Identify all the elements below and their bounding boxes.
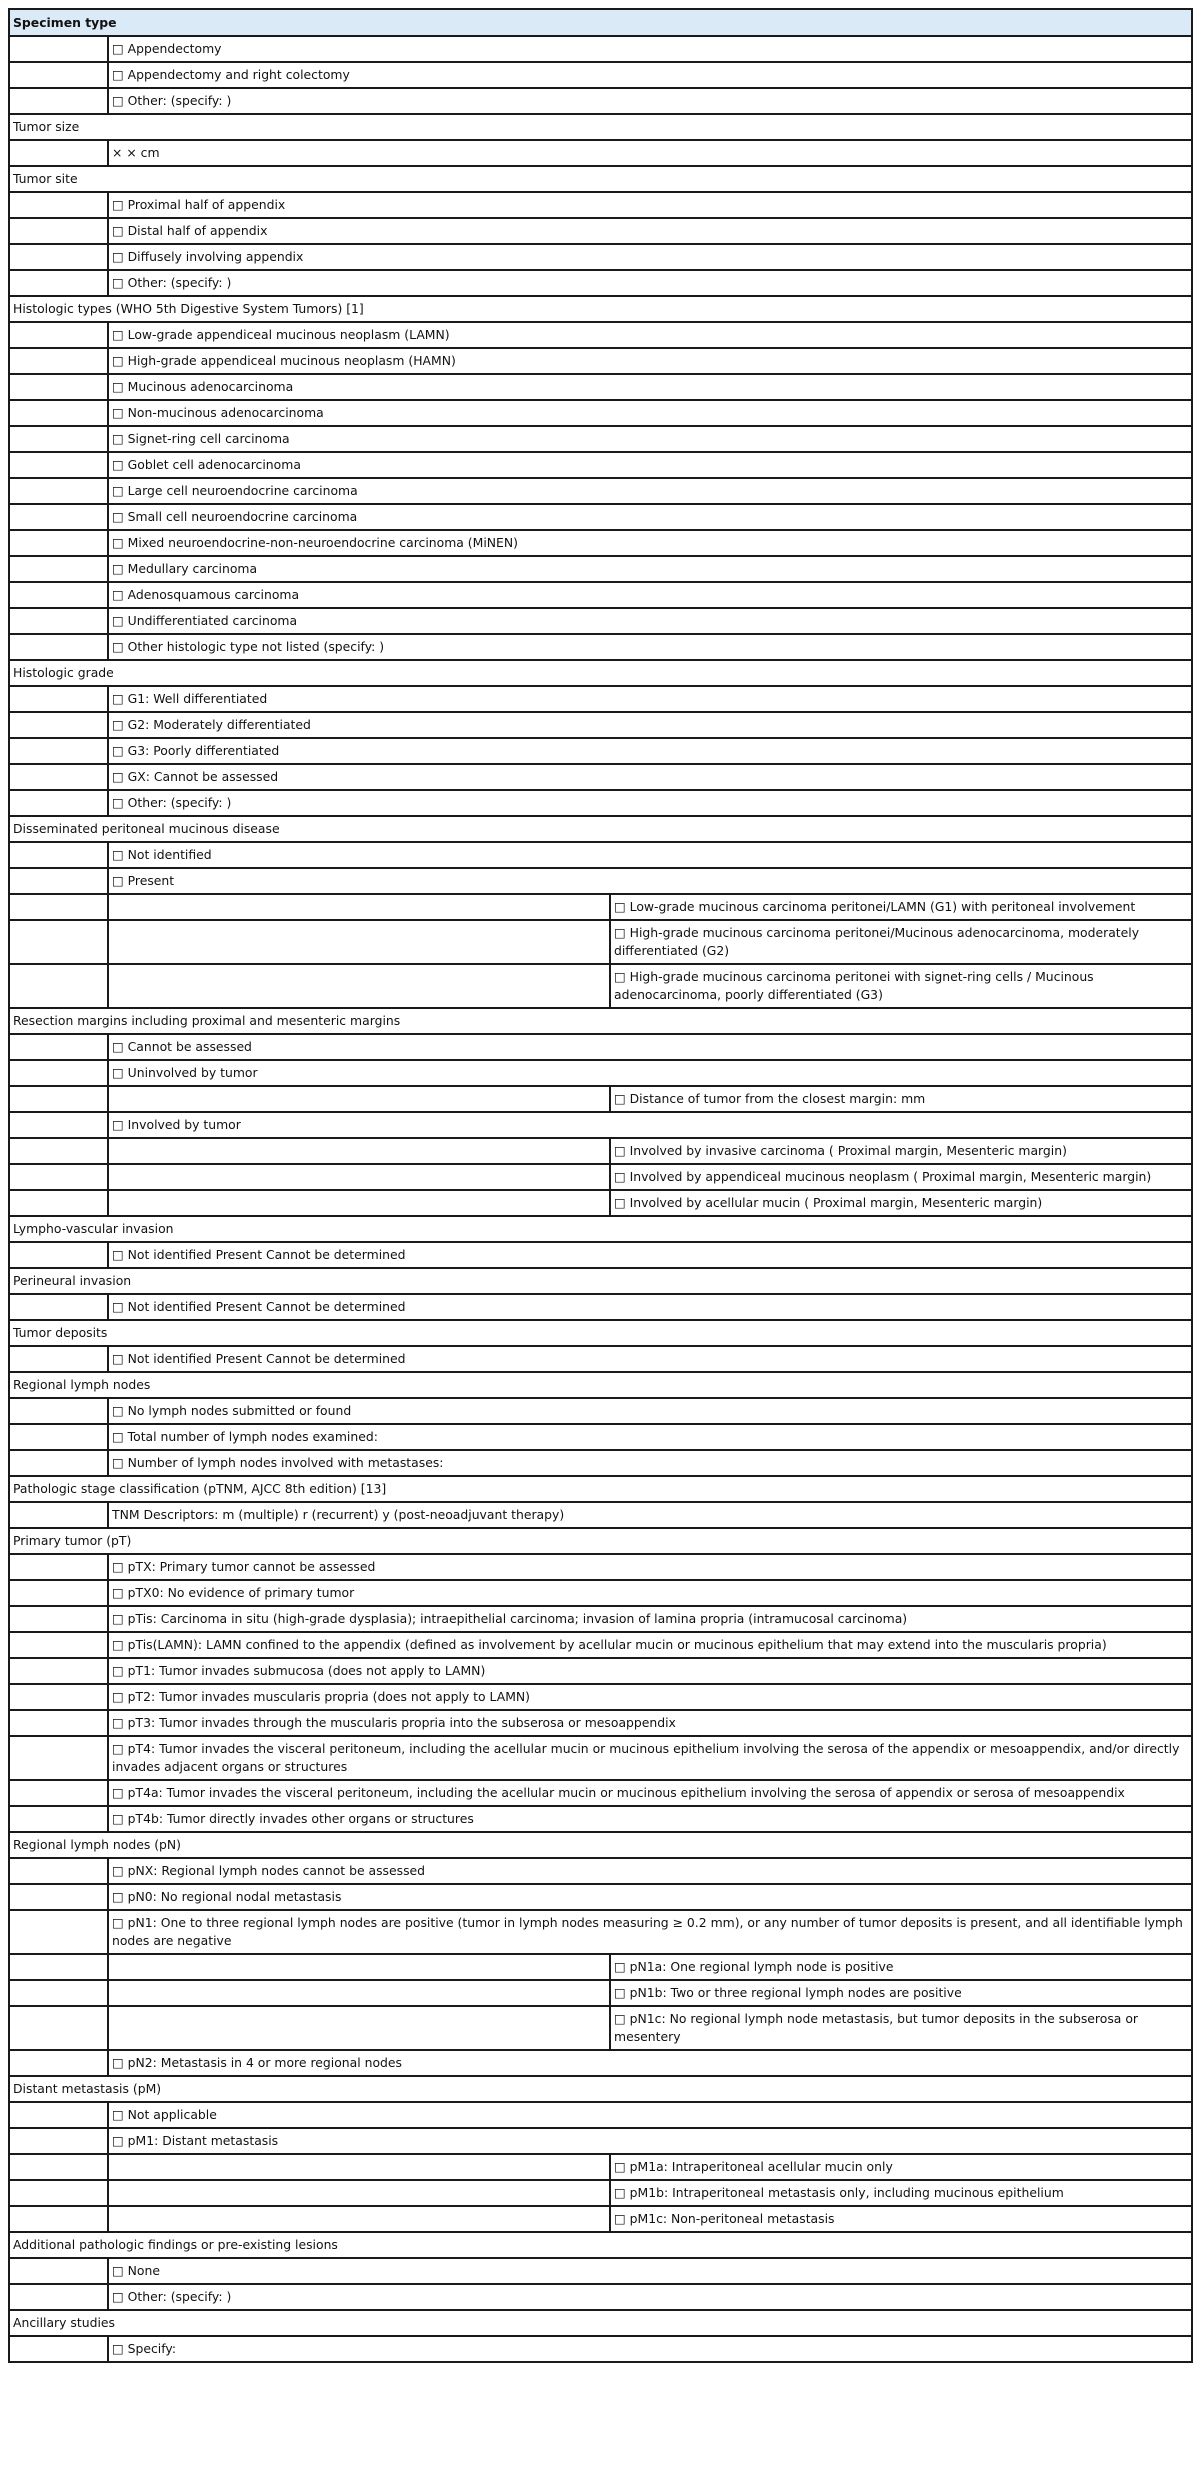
sub-option-item: □ Distance of tumor from the closest margin: mm [610, 1086, 1192, 1112]
option-item: □ pN1: One to three regional lymph nodes are positive (tumor in lymph nodes measuring ≥ 0.2 mm), or any number of tumor deposits is present, and all identifiable lymph nodes are negative [108, 1910, 1192, 1954]
indent-cell [9, 1580, 108, 1606]
sub-option-item: □ pM1c: Non-peritoneal metastasis [610, 2206, 1192, 2232]
option-row [9, 1424, 1192, 1450]
sub-indent-cell [108, 1086, 610, 1112]
sub-option-item: □ pM1a: Intraperitoneal acellular mucin only [610, 2154, 1192, 2180]
option-row [9, 868, 1192, 894]
option-row [9, 1858, 1192, 1884]
option-row [9, 1780, 1192, 1806]
option-item: □ Not identified Present Cannot be determined [108, 1242, 1192, 1268]
field-row [9, 140, 1192, 166]
option-row [9, 218, 1192, 244]
indent-cell [9, 1780, 108, 1806]
indent-cell [9, 270, 108, 296]
option-item: □ Present [108, 868, 1192, 894]
option-item: □ Not identified Present Cannot be determined [108, 1346, 1192, 1372]
option-row [9, 1710, 1192, 1736]
indent-cell [9, 2102, 108, 2128]
option-item: □ G1: Well differentiated [108, 686, 1192, 712]
option-item: □ Large cell neuroendocrine carcinoma [108, 478, 1192, 504]
indent-cell [9, 374, 108, 400]
option-item: □ pTis: Carcinoma in situ (high-grade dysplasia); intraepithelial carcinoma; invasion of lamina propria (intramucosal carcinoma) [108, 1606, 1192, 1632]
indent-cell [9, 738, 108, 764]
option-item: □ pT2: Tumor invades muscularis propria (does not apply to LAMN) [108, 1684, 1192, 1710]
section-row [9, 2076, 1192, 2102]
indent-cell [9, 1294, 108, 1320]
indent-cell [9, 1736, 108, 1780]
indent-cell [9, 1398, 108, 1424]
option-row [9, 1398, 1192, 1424]
option-row [9, 1632, 1192, 1658]
sub-option-item: □ Involved by appendiceal mucinous neoplasm ( Proximal margin, Mesenteric margin) [610, 1164, 1192, 1190]
indent-cell [9, 868, 108, 894]
section-row [9, 2310, 1192, 2336]
section-heading: Disseminated peritoneal mucinous disease [9, 816, 1192, 842]
sub-option-row [9, 1138, 1192, 1164]
indent-cell [9, 2206, 108, 2232]
option-item: □ pTX0: No evidence of primary tumor [108, 1580, 1192, 1606]
section-row [9, 660, 1192, 686]
option-item: □ Signet-ring cell carcinoma [108, 426, 1192, 452]
option-item: □ pM1: Distant metastasis [108, 2128, 1192, 2154]
option-row [9, 634, 1192, 660]
synoptic-report-table [8, 8, 1193, 2363]
sub-option-item: □ High-grade mucinous carcinoma peritonei with signet-ring cells / Mucinous adenocarcinoma, poorly differentiated (G3) [610, 964, 1192, 1008]
sub-option-row [9, 920, 1192, 964]
option-item: □ Not applicable [108, 2102, 1192, 2128]
sub-option-item: □ Involved by acellular mucin ( Proximal margin, Mesenteric margin) [610, 1190, 1192, 1216]
sub-indent-cell [108, 2006, 610, 2050]
option-row [9, 1806, 1192, 1832]
sub-option-item: □ pN1c: No regional lymph node metastasis, but tumor deposits in the subserosa or mesentery [610, 2006, 1192, 2050]
option-row [9, 2050, 1192, 2076]
sub-option-item: □ Low-grade mucinous carcinoma peritonei/LAMN (G1) with peritoneal involvement [610, 894, 1192, 920]
indent-cell [9, 1346, 108, 1372]
form-title-row [9, 9, 1192, 36]
indent-cell [9, 2154, 108, 2180]
indent-cell [9, 1858, 108, 1884]
indent-cell [9, 1502, 108, 1528]
option-row [9, 2128, 1192, 2154]
indent-cell [9, 920, 108, 964]
indent-cell [9, 244, 108, 270]
field-text: TNM Descriptors: m (multiple) r (recurrent) y (post-neoadjuvant therapy) [108, 1502, 1192, 1528]
section-heading: Additional pathologic findings or pre-existing lesions [9, 2232, 1192, 2258]
option-row [9, 62, 1192, 88]
sub-option-item: □ Involved by invasive carcinoma ( Proximal margin, Mesenteric margin) [610, 1138, 1192, 1164]
option-row [9, 712, 1192, 738]
option-row [9, 452, 1192, 478]
indent-cell [9, 1658, 108, 1684]
section-heading: Pathologic stage classification (pTNM, AJCC 8th edition) [13] [9, 1476, 1192, 1502]
indent-cell [9, 1910, 108, 1954]
option-row [9, 270, 1192, 296]
indent-cell [9, 2128, 108, 2154]
option-item: □ pT3: Tumor invades through the muscularis propria into the subserosa or mesoappendix [108, 1710, 1192, 1736]
option-row [9, 192, 1192, 218]
option-row [9, 1294, 1192, 1320]
option-row [9, 244, 1192, 270]
indent-cell [9, 764, 108, 790]
option-item: □ pNX: Regional lymph nodes cannot be assessed [108, 1858, 1192, 1884]
section-row [9, 1268, 1192, 1294]
indent-cell [9, 1086, 108, 1112]
indent-cell [9, 1884, 108, 1910]
indent-cell [9, 1190, 108, 1216]
indent-cell [9, 504, 108, 530]
section-row [9, 2232, 1192, 2258]
option-row [9, 842, 1192, 868]
section-row [9, 1008, 1192, 1034]
option-item: □ pN0: No regional nodal metastasis [108, 1884, 1192, 1910]
option-item: □ G3: Poorly differentiated [108, 738, 1192, 764]
option-item: □ Distal half of appendix [108, 218, 1192, 244]
sub-option-row [9, 1164, 1192, 1190]
option-item: □ Diffusely involving appendix [108, 244, 1192, 270]
option-item: □ Appendectomy [108, 36, 1192, 62]
indent-cell [9, 400, 108, 426]
section-heading: Tumor site [9, 166, 1192, 192]
sub-indent-cell [108, 1954, 610, 1980]
section-heading: Ancillary studies [9, 2310, 1192, 2336]
sub-option-row [9, 2180, 1192, 2206]
option-item: □ High-grade appendiceal mucinous neoplasm (HAMN) [108, 348, 1192, 374]
indent-cell [9, 478, 108, 504]
option-item: □ Appendectomy and right colectomy [108, 62, 1192, 88]
section-heading: Regional lymph nodes (pN) [9, 1832, 1192, 1858]
option-row [9, 530, 1192, 556]
option-row [9, 1112, 1192, 1138]
indent-cell [9, 556, 108, 582]
option-item: □ Involved by tumor [108, 1112, 1192, 1138]
indent-cell [9, 634, 108, 660]
option-item: □ Low-grade appendiceal mucinous neoplasm (LAMN) [108, 322, 1192, 348]
option-item: □ No lymph nodes submitted or found [108, 1398, 1192, 1424]
option-item: □ Other: (specify: ) [108, 88, 1192, 114]
sub-indent-cell [108, 2154, 610, 2180]
option-item: □ pT1: Tumor invades submucosa (does not apply to LAMN) [108, 1658, 1192, 1684]
option-item: □ GX: Cannot be assessed [108, 764, 1192, 790]
option-row [9, 1606, 1192, 1632]
option-row [9, 374, 1192, 400]
indent-cell [9, 894, 108, 920]
indent-cell [9, 36, 108, 62]
option-row [9, 2258, 1192, 2284]
option-row [9, 322, 1192, 348]
option-row [9, 1910, 1192, 1954]
indent-cell [9, 1684, 108, 1710]
option-item: □ Uninvolved by tumor [108, 1060, 1192, 1086]
option-item: □ Not identified [108, 842, 1192, 868]
sub-option-row [9, 2006, 1192, 2050]
option-item: □ pT4b: Tumor directly invades other organs or structures [108, 1806, 1192, 1832]
option-row [9, 348, 1192, 374]
section-heading: Histologic grade [9, 660, 1192, 686]
option-row [9, 504, 1192, 530]
option-item: □ Other: (specify: ) [108, 2284, 1192, 2310]
option-item: □ Other: (specify: ) [108, 270, 1192, 296]
option-item: □ Not identified Present Cannot be determined [108, 1294, 1192, 1320]
indent-cell [9, 2180, 108, 2206]
option-row [9, 1884, 1192, 1910]
section-row [9, 1528, 1192, 1554]
indent-cell [9, 1606, 108, 1632]
option-row [9, 1034, 1192, 1060]
option-item: □ Mucinous adenocarcinoma [108, 374, 1192, 400]
sub-option-row [9, 1086, 1192, 1112]
indent-cell [9, 1954, 108, 1980]
sub-indent-cell [108, 894, 610, 920]
option-item: □ Mixed neuroendocrine-non-neuroendocrine carcinoma (MiNEN) [108, 530, 1192, 556]
indent-cell [9, 426, 108, 452]
option-item: □ Undifferentiated carcinoma [108, 608, 1192, 634]
indent-cell [9, 712, 108, 738]
section-row [9, 296, 1192, 322]
indent-cell [9, 1112, 108, 1138]
indent-cell [9, 1632, 108, 1658]
indent-cell [9, 88, 108, 114]
indent-cell [9, 62, 108, 88]
option-row [9, 790, 1192, 816]
sub-option-item: □ pN1a: One regional lymph node is positive [610, 1954, 1192, 1980]
sub-option-item: □ pN1b: Two or three regional lymph nodes are positive [610, 1980, 1192, 2006]
sub-option-row [9, 1954, 1192, 1980]
indent-cell [9, 1424, 108, 1450]
option-item: □ pTis(LAMN): LAMN confined to the appendix (defined as involvement by acellular mucin or mucinous epithelium that may extend into the muscularis propria) [108, 1632, 1192, 1658]
indent-cell [9, 452, 108, 478]
section-heading: Histologic types (WHO 5th Digestive System Tumors) [1] [9, 296, 1192, 322]
indent-cell [9, 140, 108, 166]
sub-option-row [9, 2206, 1192, 2232]
field-text: × × cm [108, 140, 1192, 166]
indent-cell [9, 348, 108, 374]
indent-cell [9, 2336, 108, 2362]
option-row [9, 686, 1192, 712]
option-row [9, 36, 1192, 62]
indent-cell [9, 1554, 108, 1580]
sub-indent-cell [108, 1980, 610, 2006]
indent-cell [9, 1164, 108, 1190]
indent-cell [9, 2050, 108, 2076]
option-row [9, 1684, 1192, 1710]
indent-cell [9, 2006, 108, 2050]
option-row [9, 1346, 1192, 1372]
sub-option-row [9, 894, 1192, 920]
option-item: □ Adenosquamous carcinoma [108, 582, 1192, 608]
option-row [9, 608, 1192, 634]
sub-option-row [9, 1190, 1192, 1216]
indent-cell [9, 1034, 108, 1060]
indent-cell [9, 842, 108, 868]
section-heading: Regional lymph nodes [9, 1372, 1192, 1398]
indent-cell [9, 1450, 108, 1476]
indent-cell [9, 1710, 108, 1736]
sub-option-row [9, 1980, 1192, 2006]
option-row [9, 400, 1192, 426]
option-item: □ pT4a: Tumor invades the visceral peritoneum, including the acellular mucin or mucinous epithelium involving the serosa of appendix or serosa of mesoappendix [108, 1780, 1192, 1806]
section-row [9, 1216, 1192, 1242]
sub-indent-cell [108, 2180, 610, 2206]
indent-cell [9, 1806, 108, 1832]
indent-cell [9, 218, 108, 244]
indent-cell [9, 608, 108, 634]
indent-cell [9, 1060, 108, 1086]
section-row [9, 816, 1192, 842]
section-row [9, 1832, 1192, 1858]
indent-cell [9, 582, 108, 608]
option-item: □ Medullary carcinoma [108, 556, 1192, 582]
option-item: □ pTX: Primary tumor cannot be assessed [108, 1554, 1192, 1580]
section-heading: Tumor deposits [9, 1320, 1192, 1346]
option-row [9, 1242, 1192, 1268]
option-item: □ Small cell neuroendocrine carcinoma [108, 504, 1192, 530]
indent-cell [9, 1138, 108, 1164]
section-heading: Lympho-vascular invasion [9, 1216, 1192, 1242]
sub-indent-cell [108, 1190, 610, 1216]
section-row [9, 1320, 1192, 1346]
section-heading: Tumor size [9, 114, 1192, 140]
option-row [9, 2284, 1192, 2310]
indent-cell [9, 686, 108, 712]
option-row [9, 426, 1192, 452]
indent-cell [9, 964, 108, 1008]
section-heading: Resection margins including proximal and mesenteric margins [9, 1008, 1192, 1034]
option-item: □ pT4: Tumor invades the visceral peritoneum, including the acellular mucin or mucinous epithelium involving the serosa of the appendix or mesoappendix, and/or directly invades adjacent organs or structures [108, 1736, 1192, 1780]
section-row [9, 166, 1192, 192]
option-row [9, 1736, 1192, 1780]
option-row [9, 2102, 1192, 2128]
option-item: □ Goblet cell adenocarcinoma [108, 452, 1192, 478]
sub-indent-cell [108, 1164, 610, 1190]
section-heading: Primary tumor (pT) [9, 1528, 1192, 1554]
option-item: □ None [108, 2258, 1192, 2284]
option-item: □ Other: (specify: ) [108, 790, 1192, 816]
sub-option-row [9, 964, 1192, 1008]
sub-indent-cell [108, 964, 610, 1008]
option-item: □ G2: Moderately differentiated [108, 712, 1192, 738]
option-item: □ Other histologic type not listed (specify: ) [108, 634, 1192, 660]
indent-cell [9, 790, 108, 816]
option-row [9, 556, 1192, 582]
option-row [9, 1658, 1192, 1684]
indent-cell [9, 1242, 108, 1268]
form-title: Specimen type [9, 9, 1192, 36]
indent-cell [9, 192, 108, 218]
sub-option-row [9, 2154, 1192, 2180]
indent-cell [9, 1980, 108, 2006]
indent-cell [9, 2258, 108, 2284]
option-item: □ Number of lymph nodes involved with metastases: [108, 1450, 1192, 1476]
sub-option-item: □ pM1b: Intraperitoneal metastasis only, including mucinous epithelium [610, 2180, 1192, 2206]
section-heading: Distant metastasis (pM) [9, 2076, 1192, 2102]
section-row [9, 1476, 1192, 1502]
option-row [9, 582, 1192, 608]
option-item: □ Non-mucinous adenocarcinoma [108, 400, 1192, 426]
indent-cell [9, 322, 108, 348]
option-row [9, 1450, 1192, 1476]
option-item: □ Specify: [108, 2336, 1192, 2362]
field-row [9, 1502, 1192, 1528]
sub-indent-cell [108, 920, 610, 964]
section-row [9, 114, 1192, 140]
option-row [9, 1580, 1192, 1606]
option-row [9, 2336, 1192, 2362]
option-row [9, 1060, 1192, 1086]
option-item: □ Total number of lymph nodes examined: [108, 1424, 1192, 1450]
synoptic-report-body [9, 9, 1192, 2362]
option-row [9, 478, 1192, 504]
sub-indent-cell [108, 1138, 610, 1164]
option-row [9, 88, 1192, 114]
indent-cell [9, 2284, 108, 2310]
option-item: □ pN2: Metastasis in 4 or more regional nodes [108, 2050, 1192, 2076]
sub-option-item: □ High-grade mucinous carcinoma peritonei/Mucinous adenocarcinoma, moderately differentiated (G2) [610, 920, 1192, 964]
section-heading: Perineural invasion [9, 1268, 1192, 1294]
sub-indent-cell [108, 2206, 610, 2232]
option-row [9, 764, 1192, 790]
option-item: □ Cannot be assessed [108, 1034, 1192, 1060]
section-row [9, 1372, 1192, 1398]
indent-cell [9, 530, 108, 556]
option-row [9, 1554, 1192, 1580]
option-item: □ Proximal half of appendix [108, 192, 1192, 218]
option-row [9, 738, 1192, 764]
